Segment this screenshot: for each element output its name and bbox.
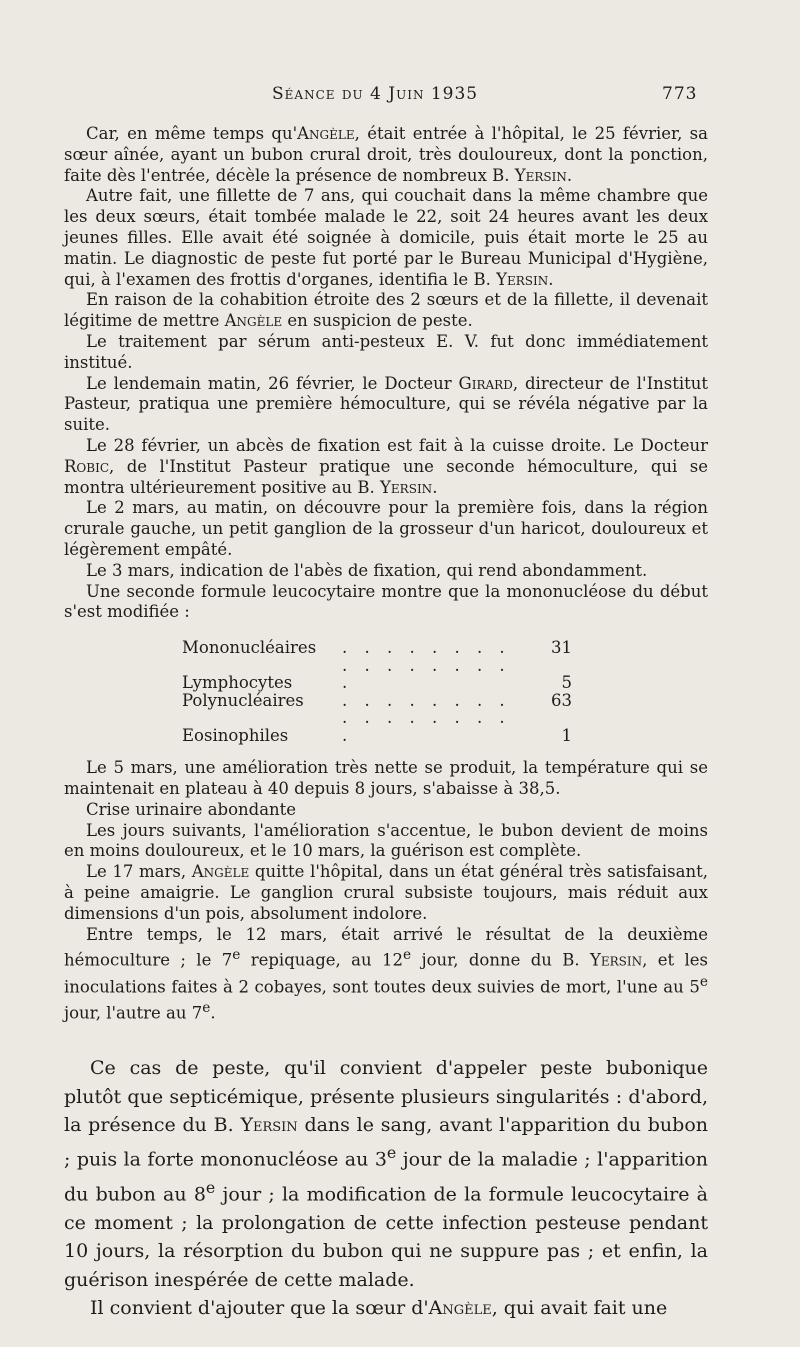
page-number: 773	[662, 84, 698, 104]
formula-row	[182, 657, 572, 692]
paragraph: Ce cas de peste, qu'il convient d'appeler peste bubonique plutôt que septicémique, présente plusieurs singularités : d'abord, la présence du B. Yersin dans le sang, avant l'apparition du bubon ; puis la forte mononucléose au 3e jour de la maladie ; l'apparition du bubon au 8e jour ; la modification de la formule leucocytaire à ce moment ; la prolongation de cette infection pesteuse pendant 10 jours, la résorption du bubon qui ne suppure pas ; et enfin, la guérison inespérée de cette malade.	[64, 1057, 708, 1291]
cell-type: Eosinophiles	[182, 725, 289, 745]
cell-percentage: 63	[551, 690, 572, 710]
formula-row	[182, 692, 572, 710]
paragraph: Autre fait, une fillette de 7 ans, qui couchait dans la même chambre que les deux sœurs, était tombée malade le 22, soit 24 heures avant les deux jeunes filles. Elle avait été soignée à domicile, puis était morte le 25 au matin. Le diagnostic de peste fut porté par le Bureau Municipal d'Hygiène, qui, à l'examen des frottis d'organes, identifia le B. Yersin.	[64, 186, 708, 289]
name-smallcaps: Yersin	[240, 1114, 298, 1136]
formula-row	[182, 709, 572, 744]
cell-type: Mononucléaires	[182, 638, 317, 658]
main-text	[64, 124, 708, 1323]
name-smallcaps: Angèle	[297, 124, 355, 143]
cell-percentage: 5	[561, 673, 572, 693]
paragraph: En raison de la cohabition étroite des 2 sœurs et de la fillette, il devenait légitime de mettre Angèle en suspicion de peste.	[64, 290, 708, 331]
paragraph: Car, en même temps qu'Angèle, était entrée à l'hôpital, le 25 février, sa sœur aînée, ayant un bubon crural droit, très douloureux, dont la ponction, faite dès l'entrée, décèle la présence de nombreux B. Yersin.	[64, 124, 708, 185]
formula-row	[182, 639, 572, 657]
paragraph: Le 2 mars, au matin, on découvre pour la première fois, dans la région crurale gauche, un petit ganglion de la grosseur d'un haricot, douloureux et légèrement empâté.	[64, 498, 708, 559]
page-header	[0, 84, 800, 110]
paragraph: Le 5 mars, une amélioration très nette se produit, la température qui se maintenait en plateau à 40 depuis 8 jours, s'abaisse à 38,5.	[64, 758, 708, 798]
paragraph: Le 17 mars, Angèle quitte l'hôpital, dans un état général très satisfaisant, à peine amaigrie. Le ganglion crural subsiste toujours, mais réduit aux dimensions d'un pois, absolument indolore.	[64, 862, 708, 923]
leader-dots: . . . . . . . .	[342, 638, 511, 658]
leader-dots: . . . . . . . .	[342, 690, 511, 710]
conclusion-section	[64, 1054, 708, 1322]
name-smallcaps: Angèle	[224, 311, 283, 331]
leader-dots: . . . . . . . . .	[342, 708, 511, 745]
name-smallcaps: Yersin	[589, 950, 643, 970]
name-smallcaps: Yersin	[380, 477, 433, 497]
name-smallcaps: Robic	[64, 456, 110, 476]
cell-percentage: 1	[561, 725, 572, 745]
cell-percentage: 31	[551, 638, 572, 658]
paragraph: Crise urinaire abondante	[86, 799, 297, 819]
paragraph: Le traitement par sérum anti-pesteux E. V. fut donc immédiatement institué.	[64, 331, 708, 372]
cell-type: Polynucléaires	[182, 690, 304, 710]
cell-type: Lymphocytes	[182, 673, 293, 693]
paragraph: Une seconde formule leucocytaire montre que la mononucléose du début s'est modifiée :	[64, 581, 708, 622]
leukocyte-formula-table	[182, 639, 572, 744]
running-head: Séance du 4 Juin 1935	[272, 84, 479, 104]
paragraph: Le lendemain matin, 26 février, le Docteur Girard, directeur de l'Institut Pasteur, pratiqua une première hémoculture, qui se révéla négative par la suite.	[64, 373, 708, 435]
paragraph: Le 28 février, un abcès de fixation est fait à la cuisse droite. Le Docteur Robic, de l'Institut Pasteur pratique une seconde hémoculture, qui se montra ultérieurement positive au B. Yersin.	[64, 435, 708, 497]
paragraph: Entre temps, le 12 mars, était arrivé le résultat de la deuxième hémoculture ; le 7e repiquage, au 12e jour, donne du B. Yersin, et les inoculations faites à 2 cobayes, sont toutes deux suivies de mort, l'une au 5e jour, l'autre au 7e.	[64, 924, 708, 1023]
name-smallcaps: Angèle	[428, 1297, 492, 1320]
paragraph: Le 3 mars, indication de l'abès de fixation, qui rend abondamment.	[86, 560, 648, 580]
paragraph: Les jours suivants, l'amélioration s'accentue, le bubon devient de moins en moins douloureux, et le 10 mars, la guérison est complète.	[64, 820, 708, 861]
name-smallcaps: Yersin	[514, 165, 567, 185]
paragraph: Il convient d'ajouter que la sœur d'Angèle, qui avait fait une	[90, 1297, 668, 1320]
name-smallcaps: Girard	[458, 373, 513, 393]
name-smallcaps: Yersin	[496, 269, 549, 289]
name-smallcaps: Angèle	[191, 862, 250, 882]
leader-dots: . . . . . . . . .	[342, 655, 511, 693]
